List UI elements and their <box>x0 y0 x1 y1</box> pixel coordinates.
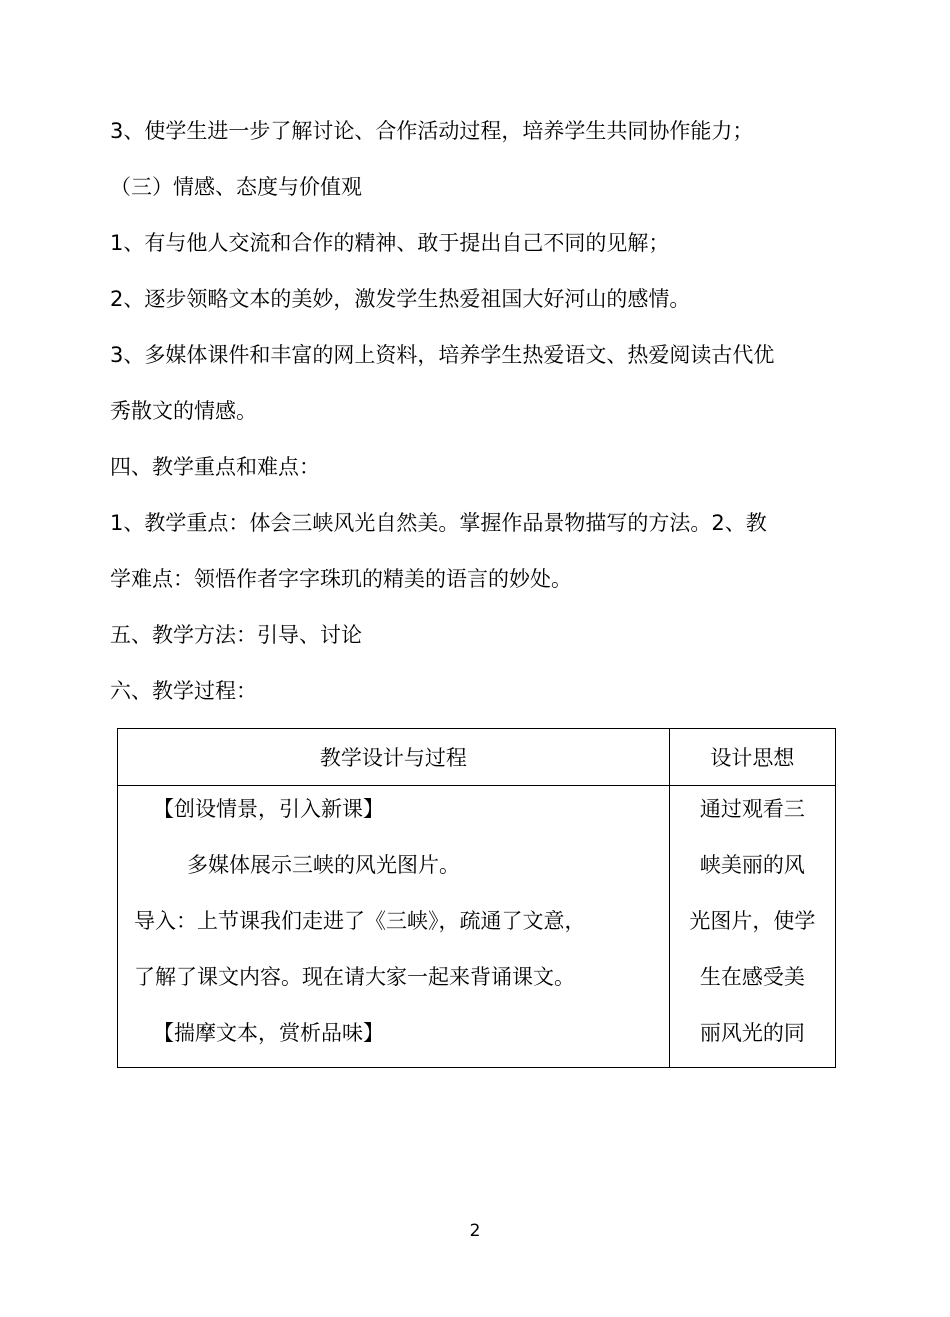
paragraph-key-points-cont: 学难点：领悟作者字字珠玑的精美的语言的妙处。 <box>110 567 572 591</box>
design-line-1: 通过观看三 <box>699 797 805 821</box>
process-line-5: 【揣摩文本，赏析品味】 <box>153 1021 384 1045</box>
paragraph-emotion-3: 3、多媒体课件和丰富的网上资料，培养学生热爱语文、热爱阅读古代优 <box>110 343 775 367</box>
design-cell <box>669 786 835 1068</box>
section-heading-emotion-values: （三）情感、态度与价值观 <box>110 175 362 199</box>
design-line-2: 峡美丽的风 <box>699 853 805 877</box>
table-header-process: 教学设计与过程 <box>118 729 670 786</box>
section-heading-key-points: 四、教学重点和难点： <box>110 455 320 479</box>
table-row <box>118 786 836 1068</box>
process-line-1: 【创设情景，引入新课】 <box>153 797 384 821</box>
design-line-4: 生在感受美 <box>699 965 805 989</box>
paragraph-emotion-1: 1、有与他人交流和合作的精神、敢于提出自己不同的见解； <box>110 231 670 255</box>
design-line-5: 丽风光的同 <box>699 1021 805 1045</box>
paragraph-goal-3: 3、使学生进一步了解讨论、合作活动过程，培养学生共同协作能力； <box>110 119 754 143</box>
table-header-row <box>118 729 836 786</box>
paragraph-key-points: 1、教学重点：体会三峡风光自然美。掌握作品景物描写的方法。2、教 <box>110 511 767 535</box>
teaching-process-table <box>117 728 836 1068</box>
paragraph-emotion-2: 2、逐步领略文本的美妙，激发学生热爱祖国大好河山的感情。 <box>110 287 691 311</box>
process-cell <box>118 786 670 1068</box>
section-heading-teaching-method: 五、教学方法：引导、讨论 <box>110 623 362 647</box>
section-heading-teaching-process: 六、教学过程： <box>110 679 257 703</box>
process-line-2: 多媒体展示三峡的风光图片。 <box>187 853 460 877</box>
table-header-design: 设计思想 <box>669 729 835 786</box>
design-line-3: 光图片，使学 <box>689 909 816 933</box>
page-number: 2 <box>469 1221 481 1241</box>
paragraph-emotion-3-cont: 秀散文的情感。 <box>110 399 257 423</box>
process-line-3: 导入：上节课我们走进了《三峡》，疏通了文意， <box>134 909 586 933</box>
process-line-4: 了解了课文内容。现在请大家一起来背诵课文。 <box>134 965 575 989</box>
